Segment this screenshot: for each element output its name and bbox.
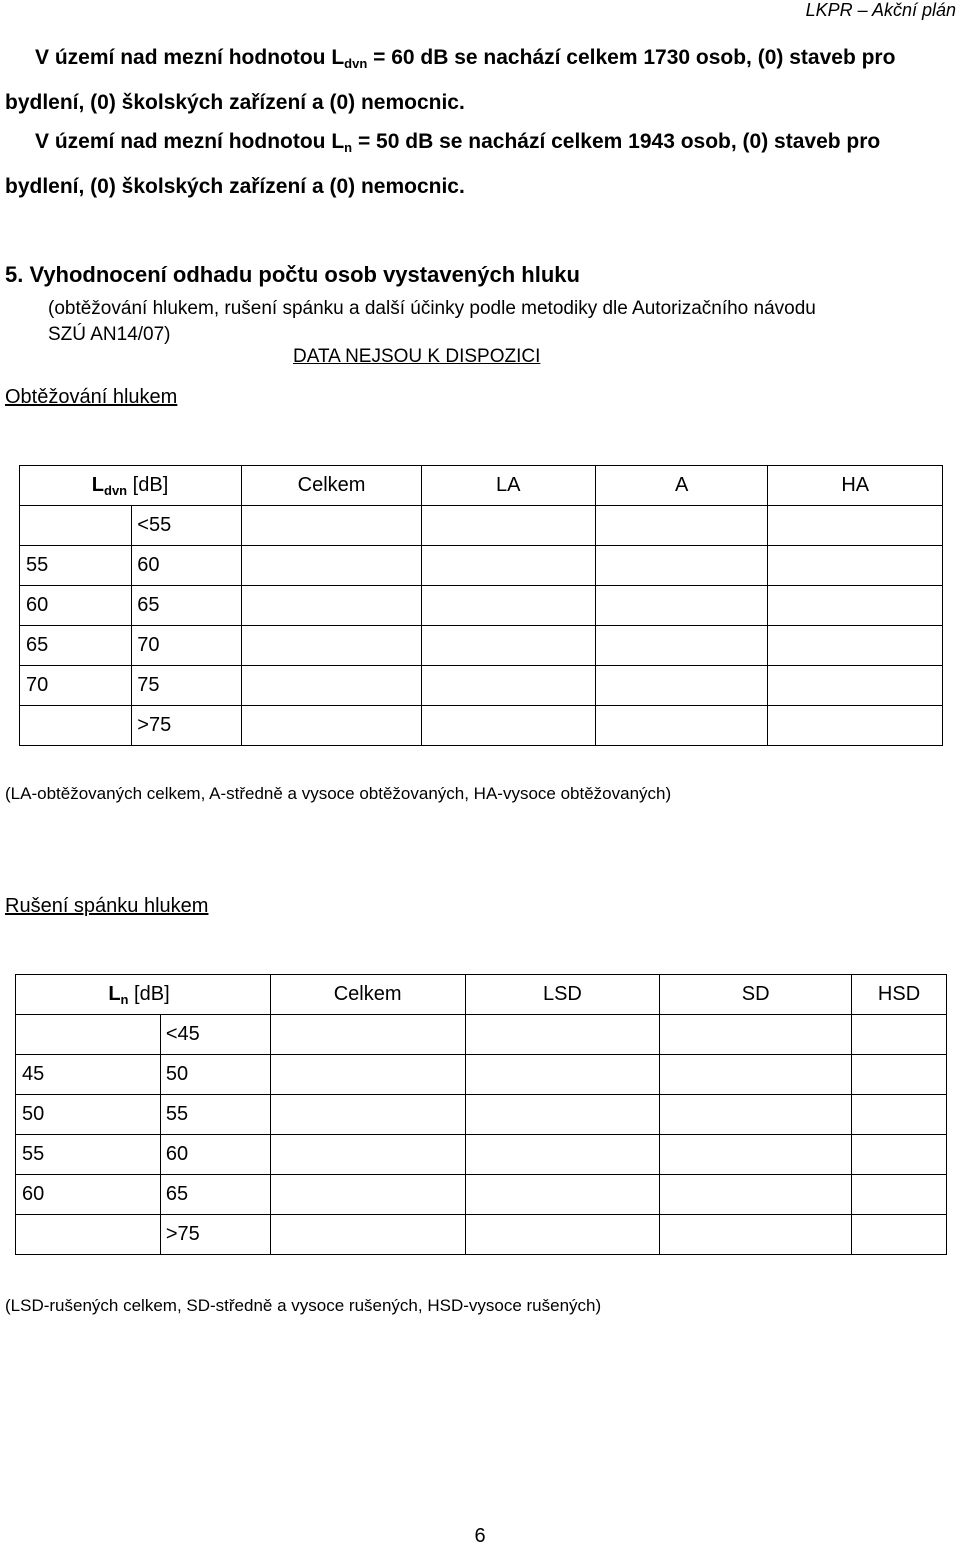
header-lsd: LSD: [465, 975, 660, 1015]
header-a: A: [595, 466, 768, 506]
header-hsd: HSD: [852, 975, 947, 1015]
running-header: LKPR – Akční plán: [805, 0, 956, 20]
annoyance-table: [19, 465, 943, 746]
intro-paragraph: [5, 38, 895, 206]
header-level: $L_{dvn}$ [dB]: [132, 466, 242, 506]
sleep-title: Rušení spánku hlukem: [5, 895, 209, 917]
sleep-table: [15, 974, 947, 1255]
table-row: <55: [20, 506, 943, 546]
page-number: 6: [474, 1525, 486, 1547]
table-row: 60 65: [16, 1175, 947, 1215]
table-row: 55 60: [20, 546, 943, 586]
sleep-legend-note: (LSD-rušených celkem, SD-středně a vysoce rušených, HSD-vysoce rušených): [5, 1296, 602, 1315]
table-header-row: [16, 975, 947, 1015]
table-row: 50 55: [16, 1095, 947, 1135]
annoyance-legend-note: (LA-obtěžovaných celkem, A-středně a vysoce obtěžovaných, HA-vysoce obtěžovaných): [5, 784, 672, 803]
header-la: LA: [421, 466, 595, 506]
table-row: 60 65: [20, 586, 943, 626]
table-row: >75: [20, 706, 943, 746]
intro-line-1: V území nad mezní hodnotou $L_{dvn} = 60$ dB se nachází celkem 1730 osob, (0) staveb pro: [35, 46, 896, 71]
header-sd: SD: [660, 975, 852, 1015]
intro-line-3: V území nad mezní hodnotou $L_n = 50$ dB se nachází celkem 1943 osob, (0) staveb pro: [35, 130, 881, 155]
header-ha: HA: [768, 466, 943, 506]
table-row: 70 75: [20, 666, 943, 706]
header-celkem: Celkem: [242, 466, 421, 506]
intro-line-4: bydlení, (0) školských zařízení a (0) nemocnic.: [5, 175, 465, 198]
header-level: $L_n$ [dB]: [160, 975, 270, 1015]
table-row: 45 50: [16, 1055, 947, 1095]
header-celkem: Celkem: [270, 975, 465, 1015]
annoyance-title: Obtěžování hlukem: [5, 386, 178, 408]
table-row: 55 60: [16, 1135, 947, 1175]
table-row: 65 70: [20, 626, 943, 666]
section-subtitle: (obtěžování hlukem, rušení spánku a další účinky podle metodiky dle Autorizačního návodu SZÚ AN14/07): [48, 298, 816, 345]
section-heading: 5. Vyhodnocení odhadu počtu osob vystavených hluku: [5, 262, 580, 287]
table-header-row: [20, 466, 943, 506]
no-data-notice: DATA NEJSOU K DISPOZICI: [293, 346, 541, 367]
table-row: >75: [16, 1215, 947, 1255]
table-row: <45: [16, 1015, 947, 1055]
intro-line-2: bydlení, (0) školských zařízení a (0) nemocnic.: [5, 91, 465, 114]
